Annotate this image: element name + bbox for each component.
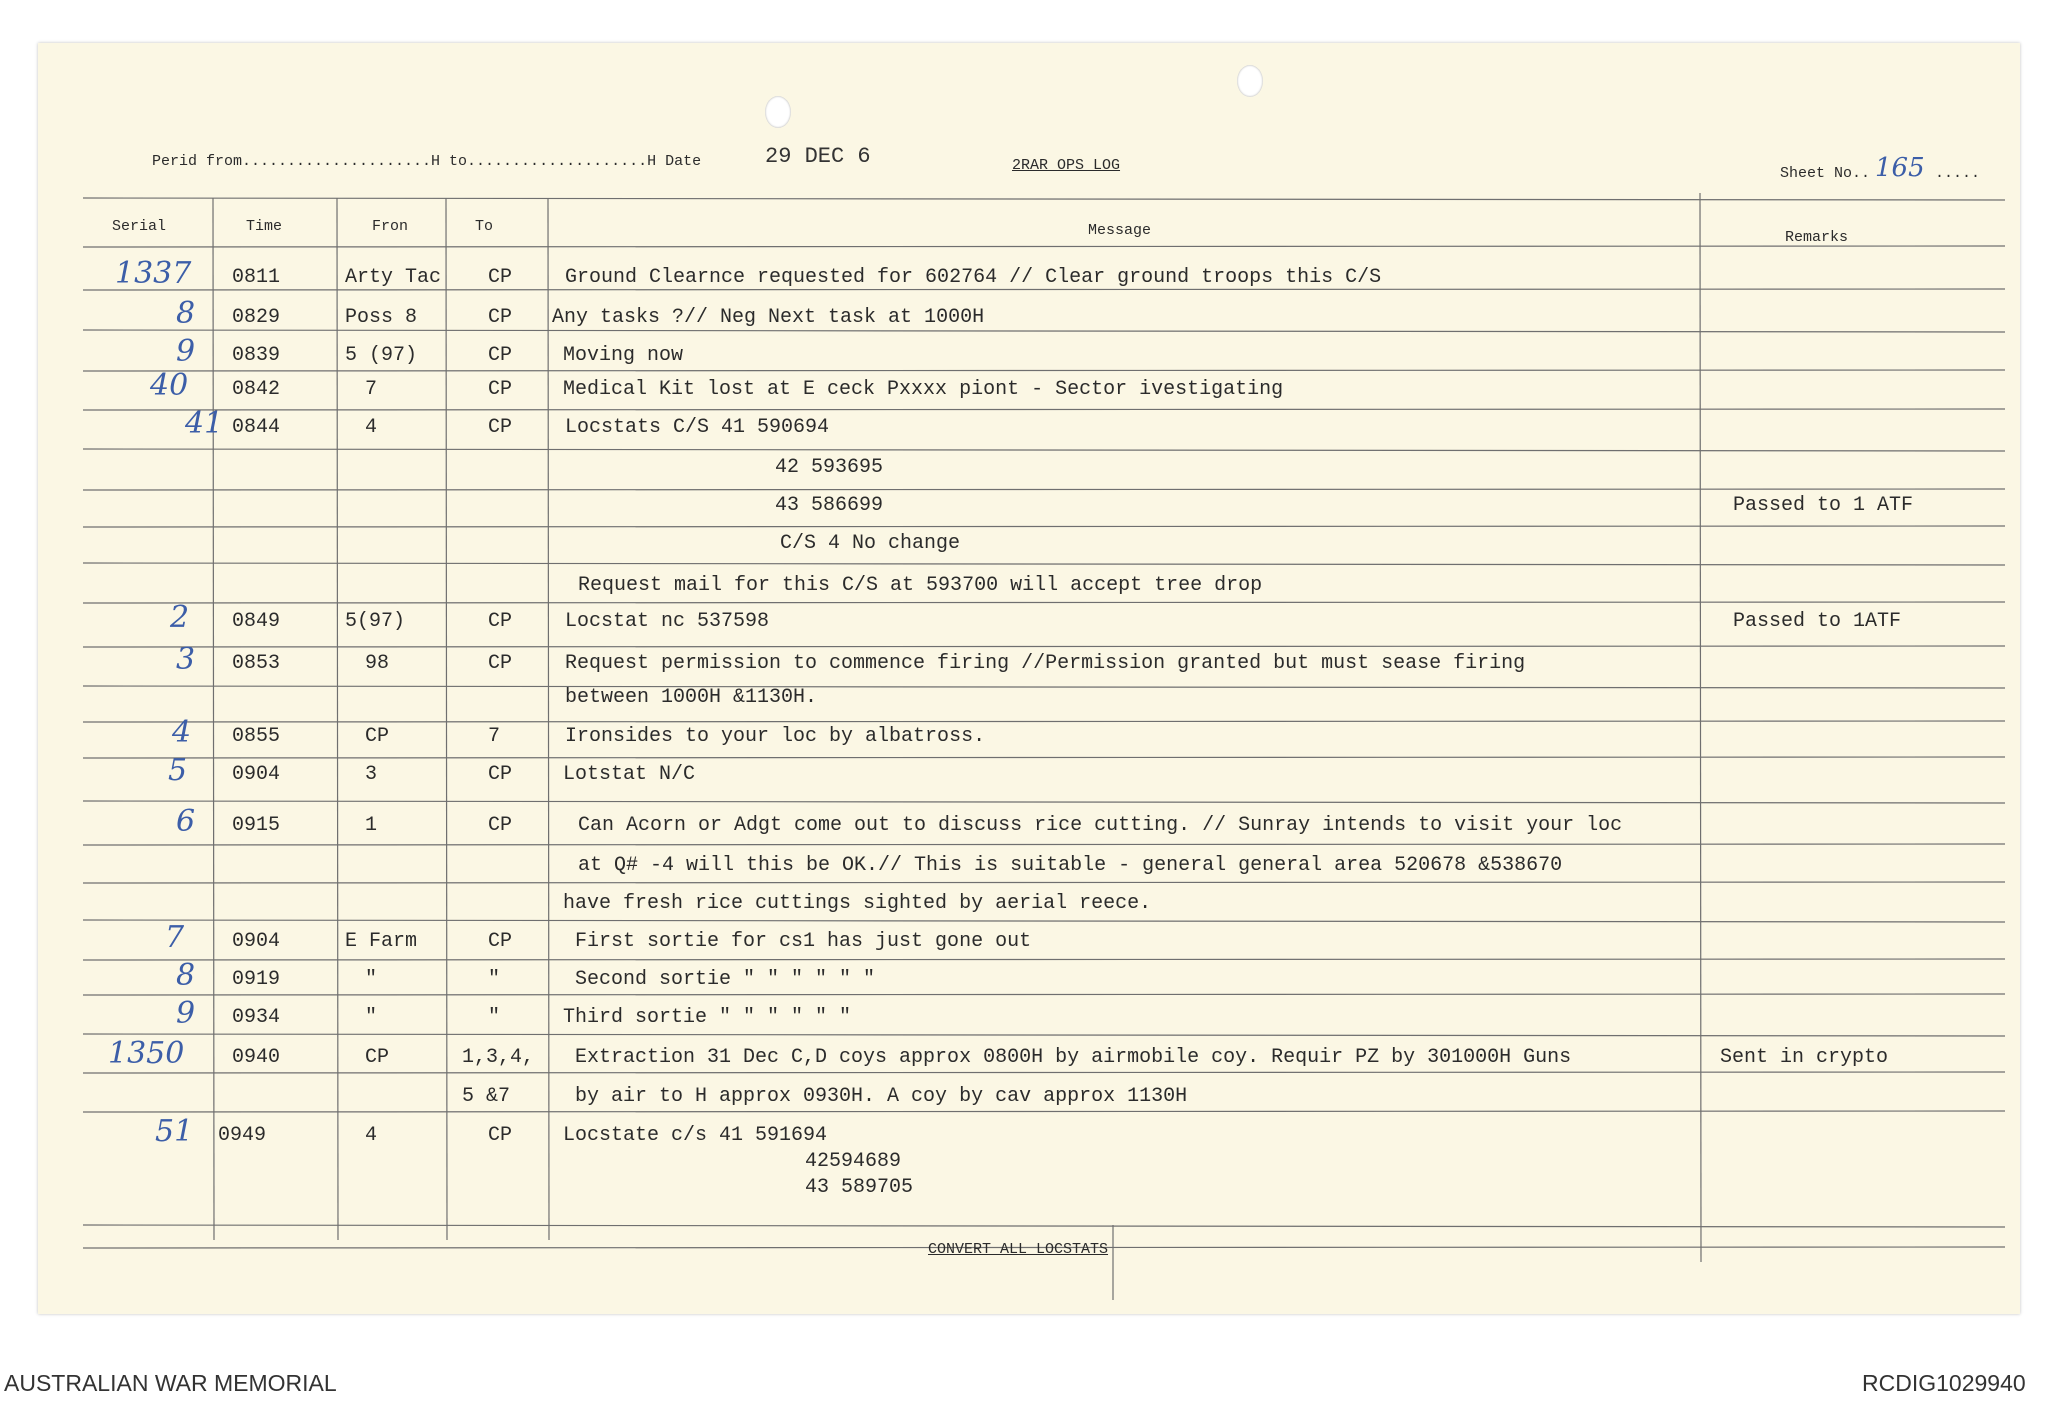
row-rule	[83, 686, 2005, 688]
message-cell: at Q# -4 will this be OK.// This is suitable - general general area 520678 &538670	[578, 854, 1563, 877]
from-cell: 5(97)	[345, 610, 406, 633]
time-cell: 0829	[232, 306, 281, 329]
row-rule	[83, 1111, 2005, 1112]
from-cell: 7	[365, 378, 378, 401]
message-cell: Ironsides to your loc by albatross.	[565, 725, 986, 748]
row-rule	[83, 1225, 2005, 1227]
row-rule	[83, 1034, 2005, 1036]
serial-number: 1350	[108, 1036, 185, 1071]
message-cell: Request mail for this C/S at 593700 will accept tree drop	[578, 574, 1263, 597]
col-header-serial: Serial	[112, 218, 167, 235]
message-cell: by air to H approx 0930H. A coy by cav approx 1130H	[575, 1085, 1188, 1108]
col-header-to: To	[475, 218, 494, 235]
serial-number: 51	[155, 1114, 194, 1149]
time-cell: 0949	[218, 1124, 267, 1147]
to-cell: CP	[488, 610, 513, 633]
message-cell: Request permission to commence firing //Permission granted but must sease firing	[565, 652, 1526, 675]
serial-number: 3	[176, 642, 196, 677]
col-header-time: Time	[246, 218, 283, 235]
row-rule	[83, 370, 2005, 371]
column-rule	[213, 198, 214, 1240]
message-cell: between 1000H &1130H.	[565, 686, 818, 709]
row-rule	[83, 757, 2005, 758]
message-cell: Ground Clearnce requested for 602764 // Clear ground troops this C/S	[565, 266, 1382, 289]
time-cell: 0934	[232, 1006, 281, 1029]
time-cell: 0915	[232, 814, 281, 837]
to-cell: CP	[488, 416, 513, 439]
serial-number: 2	[170, 600, 190, 635]
time-cell: 0904	[232, 763, 281, 786]
log-title: 2RAR OPS LOG	[1012, 157, 1121, 174]
to-cell: CP	[488, 1124, 513, 1147]
message-cell: Extraction 31 Dec C,D coys approx 0800H by airmobile coy. Requir PZ by 301000H Guns	[575, 1046, 1572, 1069]
from-cell: Poss 8	[345, 306, 418, 329]
time-cell: 0842	[232, 378, 281, 401]
message-cell: have fresh rice cuttings sighted by aerial reece.	[563, 892, 1152, 915]
message-cell: Medical Kit lost at E ceck Pxxxx piont - Sector ivestigating	[563, 378, 1284, 401]
serial-number: 5	[168, 753, 188, 788]
sheet-label: Sheet No..	[1780, 165, 1871, 182]
time-cell: 0811	[232, 266, 281, 289]
message-cell: Moving now	[563, 344, 684, 367]
row-rule	[83, 409, 2005, 410]
row-rule	[83, 330, 2005, 332]
message-cell: 43 589705	[805, 1176, 914, 1199]
time-cell: 0853	[232, 652, 281, 675]
from-cell: 1	[365, 814, 378, 837]
row-rule	[83, 563, 2005, 565]
to-cell: CP	[488, 763, 513, 786]
message-cell: Second sortie " " " " " "	[575, 968, 876, 991]
to-cell: CP	[488, 814, 513, 837]
watermark-left: AUSTRALIAN WAR MEMORIAL	[4, 1370, 337, 1396]
message-cell: Any tasks ?// Neg Next task at 1000H	[552, 306, 985, 329]
row-rule	[83, 602, 2005, 603]
message-cell: 42 593695	[775, 456, 884, 479]
col-header-from: Fron	[372, 218, 409, 235]
row-rule	[83, 526, 2005, 527]
from-cell: 3	[365, 763, 378, 786]
row-rule	[83, 920, 2005, 922]
from-cell: CP	[365, 1046, 390, 1069]
row-rule	[83, 246, 2005, 247]
col-header-remarks: Remarks	[1785, 229, 1849, 246]
row-rule	[83, 844, 2005, 845]
message-cell: 42594689	[805, 1150, 902, 1173]
to-cell: 1,3,4,	[462, 1046, 535, 1069]
from-cell: "	[365, 968, 378, 991]
serial-number: 1337	[115, 256, 192, 291]
to-cell: CP	[488, 930, 513, 953]
row-rule	[83, 646, 2005, 647]
serial-number: 8	[176, 296, 196, 331]
row-rule	[83, 198, 2005, 200]
serial-number: 9	[176, 334, 196, 369]
message-cell: Locstate c/s 41 591694	[563, 1124, 828, 1147]
sheet-number: 165	[1875, 153, 1925, 183]
time-cell: 0919	[232, 968, 281, 991]
time-cell: 0904	[232, 930, 281, 953]
remarks-cell: Passed to 1 ATF	[1733, 494, 1914, 517]
row-rule	[83, 994, 2005, 995]
to-cell: CP	[488, 652, 513, 675]
to-cell: CP	[488, 378, 513, 401]
time-cell: 0855	[232, 725, 281, 748]
to-cell: CP	[488, 344, 513, 367]
row-rule	[83, 882, 2005, 883]
from-cell: "	[365, 1006, 378, 1029]
message-cell: Can Acorn or Adgt come out to discuss rice cutting. // Sunray intends to visit your loc	[578, 814, 1623, 837]
col-header-message: Message	[1088, 222, 1152, 239]
from-cell: E Farm	[345, 930, 418, 953]
date-value: 29 DEC 6	[765, 144, 871, 169]
message-cell: Locstat nc 537598	[565, 610, 770, 633]
time-cell: 0940	[232, 1046, 281, 1069]
to-cell: "	[488, 1006, 501, 1029]
column-rule	[1700, 193, 1701, 1262]
period-label: Perid from.....................H to....................H Date	[152, 153, 702, 170]
row-rule	[83, 721, 2005, 722]
remarks-cell: Sent in crypto	[1720, 1046, 1889, 1069]
row-rule	[83, 801, 2005, 803]
serial-number: 8	[176, 958, 196, 993]
to-cell: CP	[488, 266, 513, 289]
row-rule	[83, 1072, 2005, 1073]
message-cell: Lotstat N/C	[563, 763, 696, 786]
column-rule	[337, 198, 338, 1240]
message-cell: Third sortie " " " " " "	[563, 1006, 852, 1029]
from-cell: 4	[365, 1124, 378, 1147]
serial-number: 9	[176, 996, 196, 1031]
from-cell: CP	[365, 725, 390, 748]
row-rule	[83, 489, 2005, 490]
from-cell: 5 (97)	[345, 344, 418, 367]
row-rule	[83, 289, 2005, 290]
row-rule	[83, 959, 2005, 960]
to-cell: 5 &7	[462, 1085, 511, 1108]
from-cell: 4	[365, 416, 378, 439]
footer-note: CONVERT ALL LOCSTATS	[928, 1241, 1109, 1258]
time-cell: 0844	[232, 416, 281, 439]
column-rule	[446, 198, 447, 1240]
serial-number: 41	[185, 406, 224, 441]
to-cell: "	[488, 968, 501, 991]
serial-number: 40	[150, 368, 189, 403]
from-cell: Arty Tac	[345, 266, 442, 289]
sheet-dots: .....	[1935, 165, 1981, 182]
row-rule	[83, 449, 2005, 451]
watermark-right: RCDIG1029940	[1862, 1370, 2026, 1396]
serial-number: 4	[172, 715, 192, 750]
message-cell: First sortie for cs1 has just gone out	[575, 930, 1032, 953]
message-cell: 43 586699	[775, 494, 884, 517]
from-cell: 98	[365, 652, 390, 675]
column-rule	[548, 198, 549, 1240]
serial-number: 7	[165, 920, 185, 955]
message-cell: Locstats C/S 41 590694	[565, 416, 830, 439]
remarks-cell: Passed to 1ATF	[1733, 610, 1902, 633]
to-cell: 7	[488, 725, 501, 748]
time-cell: 0849	[232, 610, 281, 633]
serial-number: 6	[176, 804, 196, 839]
to-cell: CP	[488, 306, 513, 329]
message-cell: C/S 4 No change	[780, 532, 961, 555]
time-cell: 0839	[232, 344, 281, 367]
